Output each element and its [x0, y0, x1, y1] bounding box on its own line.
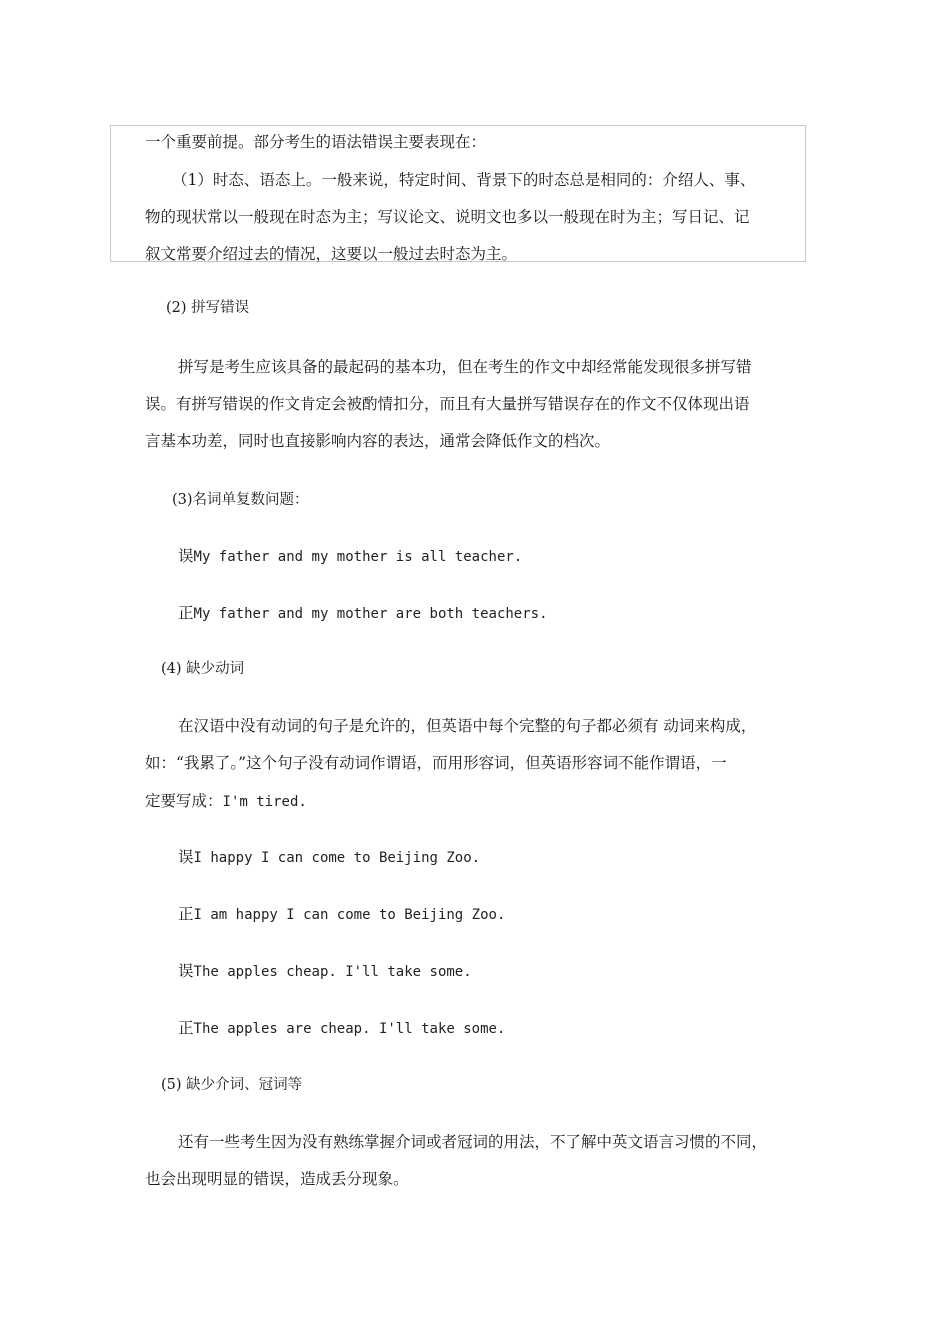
- box-line-1: 一个重要前提。部分考生的语法错误主要表现在：: [145, 133, 487, 151]
- section-4-line-3-example: I'm tired.: [222, 794, 307, 810]
- section-3-right-example: [178, 603, 548, 624]
- wrong-sentence: My father and my mother is all teacher.: [193, 549, 523, 565]
- example-2-sentence: I am happy I can come to Beijing Zoo.: [193, 907, 506, 923]
- section-3-heading: (3)名词单复数问题：: [172, 492, 309, 508]
- example-1-sentence: I happy I can come to Beijing Zoo.: [193, 850, 481, 866]
- section-2-paragraph-line-3: 言基本功差，同时也直接影响内容的表达，通常会降低作文的档次。: [145, 432, 611, 450]
- section-2-paragraph-line-1: 拼写是考生应该具备的最起码的基本功，但在考生的作文中却经常能发现很多拼写错: [178, 358, 752, 376]
- section-4-example-3: [178, 961, 472, 982]
- example-4-sentence: The apples are cheap. I'll take some.: [193, 1021, 506, 1037]
- wrong-label: 误: [178, 547, 194, 565]
- box-line-3: 物的现状常以一般现在时态为主；写议论文、说明文也多以一般现在时为主；写日记、记: [145, 208, 750, 226]
- section-5-paragraph-line-1: 还有一些考生因为没有熟练掌握介词或者冠词的用法，不了解中英文语言习惯的不同，: [178, 1133, 768, 1151]
- section-5-heading: (5) 缺少介词、冠词等: [161, 1077, 303, 1093]
- box-line-4: 叙文常要介绍过去的情况，这要以一般过去时态为主。: [145, 245, 518, 263]
- section-2-heading: (2) 拼写错误: [166, 300, 250, 316]
- section-2-paragraph-line-2: 误。有拼写错误的作文肯定会被酌情扣分，而且有大量拼写错误存在的作文不仅体现出语: [145, 395, 750, 413]
- section-3-wrong-example: [178, 546, 522, 567]
- section-4-paragraph-line-2: 如：“我累了。”这个句子没有动词作谓语，而用形容词，但英语形容词不能作谓语，一: [145, 754, 727, 772]
- example-3-sentence: The apples cheap. I'll take some.: [193, 964, 472, 980]
- section-5-paragraph-line-2: 也会出现明显的错误，造成丢分现象。: [145, 1170, 409, 1188]
- right-label: 正: [178, 604, 194, 622]
- example-1-label: 误: [178, 848, 194, 866]
- example-3-label: 误: [178, 962, 194, 980]
- section-4-example-4: [178, 1018, 505, 1039]
- section-4-line-3-text: 定要写成：: [145, 792, 223, 810]
- section-4-example-1: [178, 847, 480, 868]
- section-4-example-2: [178, 904, 505, 925]
- section-4-paragraph-line-1: 在汉语中没有动词的句子是允许的，但英语中每个完整的句子都必须有 动词来构成，: [178, 717, 757, 735]
- example-4-label: 正: [178, 1019, 194, 1037]
- box-line-2: （1）时态、语态上。一般来说，特定时间、背景下的时态总是相同的：介绍人、事、: [172, 171, 756, 189]
- section-4-heading: (4) 缺少动词: [161, 661, 245, 677]
- right-sentence: My father and my mother are both teachers.: [193, 606, 548, 622]
- section-4-paragraph-line-3: [145, 791, 307, 812]
- example-2-label: 正: [178, 905, 194, 923]
